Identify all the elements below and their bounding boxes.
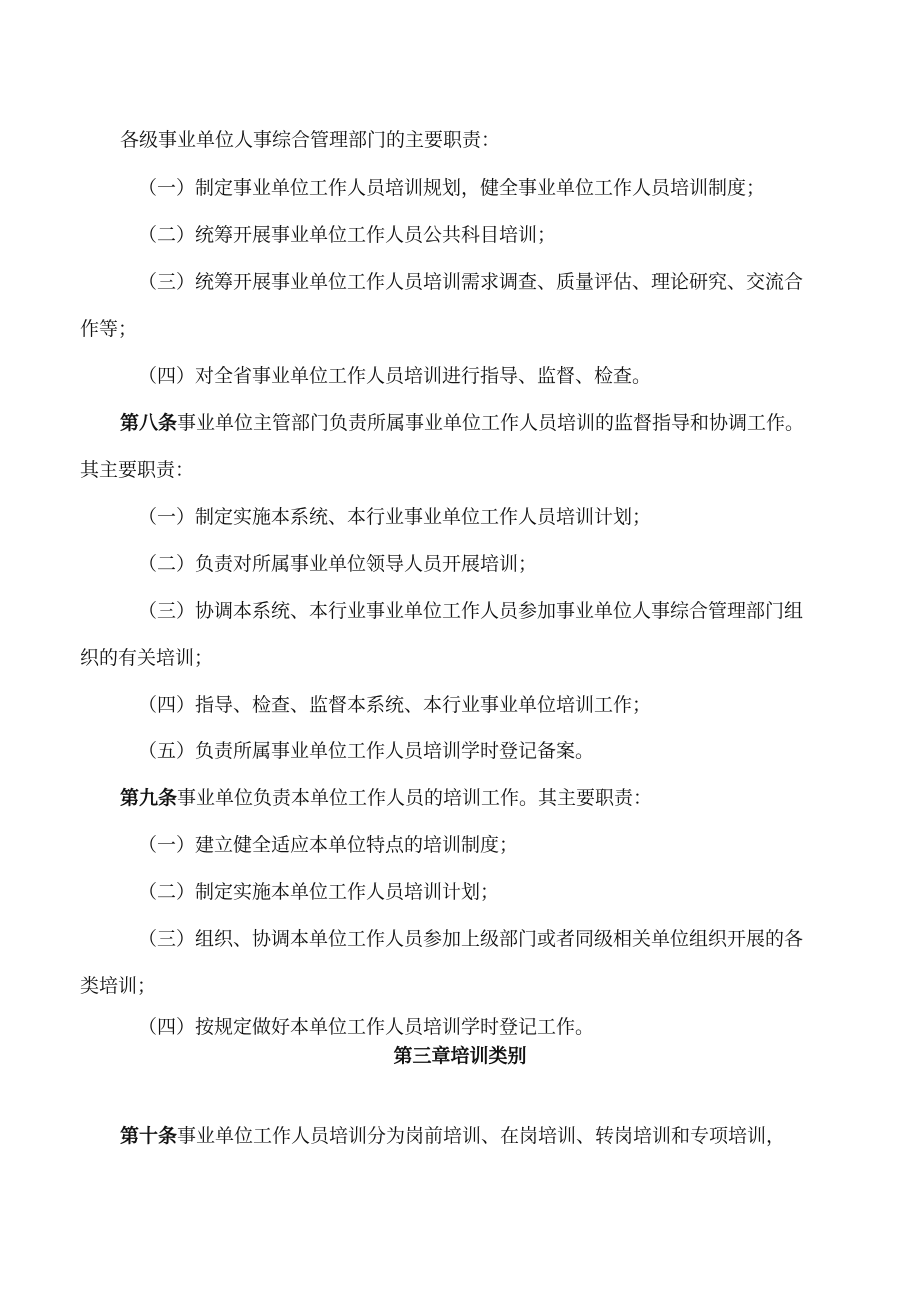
article-9-paragraph bbox=[80, 785, 880, 811]
article-8-text-cont: 其主要职责： bbox=[80, 459, 195, 481]
article-10-label: 第十条 bbox=[120, 1125, 178, 1147]
article-9-item-2: （二）制定实施本单位工作人员培训计划； bbox=[138, 881, 500, 903]
duty-item-4: （四）对全省事业单位工作人员培训进行指导、监督、检查。 bbox=[138, 365, 652, 387]
article-8-item-1: （一）制定实施本系统、本行业事业单位工作人员培训计划； bbox=[138, 506, 652, 528]
duties-intro: 各级事业单位人事综合管理部门的主要职责： bbox=[120, 129, 501, 151]
article-10-text: 事业单位工作人员培训分为岗前培训、在岗培训、转岗培训和专项培训， bbox=[177, 1125, 786, 1147]
article-8-item-2: （二）负责对所属事业单位领导人员开展培训； bbox=[138, 553, 538, 575]
article-9-item-1: （一）建立健全适应本单位特点的培训制度； bbox=[138, 834, 519, 856]
duty-item-3: （三）统筹开展事业单位工作人员培训需求调查、质量评估、理论研究、交流合 bbox=[138, 271, 804, 293]
article-9-item-4: （四）按规定做好本单位工作人员培训学时登记工作。 bbox=[138, 1016, 595, 1038]
duty-item-2: （二）统筹开展事业单位工作人员公共科目培训； bbox=[138, 224, 557, 246]
article-9-text: 事业单位负责本单位工作人员的培训工作。其主要职责： bbox=[177, 787, 653, 809]
article-8-item-3: （三）协调本系统、本行业事业单位工作人员参加事业单位人事综合管理部门组 bbox=[138, 600, 804, 622]
article-8-label: 第八条 bbox=[120, 412, 178, 434]
duty-item-1: （一）制定事业单位工作人员培训规划，健全事业单位工作人员培训制度； bbox=[138, 177, 766, 199]
article-8-item-5: （五）负责所属事业单位工作人员培训学时登记备案。 bbox=[138, 740, 595, 762]
article-8-item-3-cont: 织的有关培训； bbox=[80, 647, 214, 669]
article-9-item-3-cont: 类培训； bbox=[80, 975, 157, 997]
article-9-label: 第九条 bbox=[120, 787, 178, 809]
duty-item-3-cont: 作等； bbox=[80, 318, 138, 340]
article-9-item-3: （三）组织、协调本单位工作人员参加上级部门或者同级相关单位组织开展的各 bbox=[138, 928, 804, 950]
article-8-paragraph bbox=[80, 410, 880, 436]
article-8-text: 事业单位主管部门负责所属事业单位工作人员培训的监督指导和协调工作。 bbox=[177, 412, 805, 434]
article-8-item-4: （四）指导、检查、监督本系统、本行业事业单位培训工作； bbox=[138, 694, 652, 716]
article-10-paragraph bbox=[80, 1123, 880, 1149]
chapter-3-heading: 第三章培训类别 bbox=[393, 1045, 527, 1067]
